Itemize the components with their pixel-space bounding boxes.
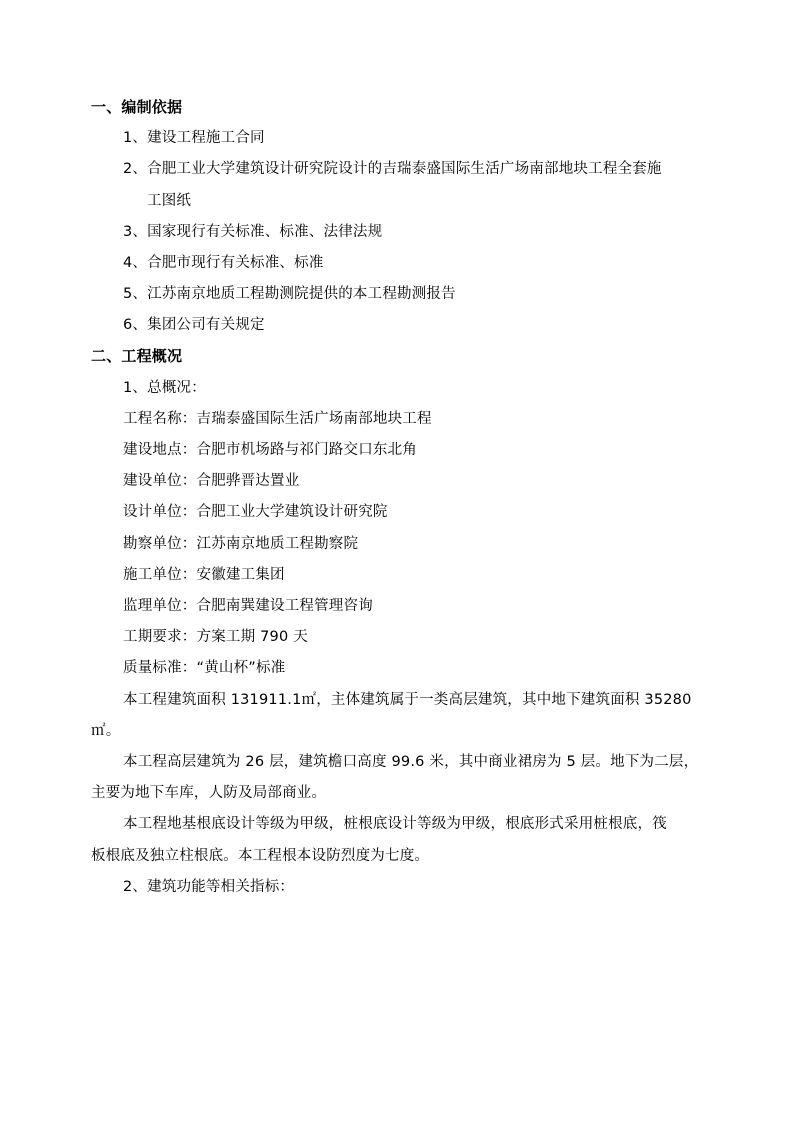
paragraph-area-line-2: ㎡。 (91, 723, 121, 739)
section2-heading: 二、工程概况 (91, 347, 183, 365)
overview-subheading: 1、总概况： (123, 380, 206, 396)
field-quality: 质量标准：“黄山杯”标准 (123, 660, 286, 676)
field-duration: 工期要求：方案工期 790 天 (123, 629, 308, 645)
basis-item-6: 6、集团公司有关规定 (123, 317, 265, 333)
section1-heading: 一、编制依据 (91, 98, 183, 116)
field-contractor: 施工单位：安徽建工集团 (123, 567, 285, 583)
field-surveyor: 勘察单位：江苏南京地质工程勘察院 (123, 536, 359, 552)
paragraph-foundation-line-2: 板根底及独立柱根底。本工程根本设防烈度为七度。 (91, 848, 430, 864)
paragraph-area-line-1: 本工程建筑面积 131911.1㎡，主体建筑属于一类高层建筑，其中地下建筑面积 35280 (123, 692, 692, 708)
field-owner: 建设单位：合肥骅晋达置业 (123, 473, 300, 489)
basis-item-4: 4、合肥市现行有关标准、标准 (123, 255, 324, 271)
field-project-name: 工程名称：吉瑞泰盛国际生活广场南部地块工程 (123, 411, 432, 427)
basis-item-2-continuation: 工图纸 (147, 193, 192, 209)
indicators-subheading: 2、建筑功能等相关指标： (123, 879, 295, 895)
basis-item-3: 3、国家现行有关标准、标准、法律法规 (123, 224, 383, 240)
basis-item-5: 5、江苏南京地质工程勘测院提供的本工程勘测报告 (123, 286, 456, 302)
field-location: 建设地点：合肥市机场路与祁门路交口东北角 (123, 442, 417, 458)
paragraph-floors-line-1: 本工程高层建筑为 26 层，建筑檐口高度 99.6 米，其中商业裙房为 5 层。地下为二层， (123, 754, 699, 770)
field-supervisor: 监理单位：合肥南巽建设工程管理咨询 (123, 598, 373, 614)
basis-item-1: 1、建设工程施工合同 (123, 130, 265, 146)
field-designer: 设计单位：合肥工业大学建筑设计研究院 (123, 504, 388, 520)
paragraph-floors-line-2: 主要为地下车库，人防及局部商业。 (91, 785, 327, 801)
basis-item-2: 2、合肥工业大学建筑设计研究院设计的吉瑞泰盛国际生活广场南部地块工程全套施 (123, 161, 662, 177)
paragraph-foundation-line-1: 本工程地基根底设计等级为甲级，桩根底设计等级为甲级，根底形式采用桩根底，筏 (123, 816, 667, 832)
